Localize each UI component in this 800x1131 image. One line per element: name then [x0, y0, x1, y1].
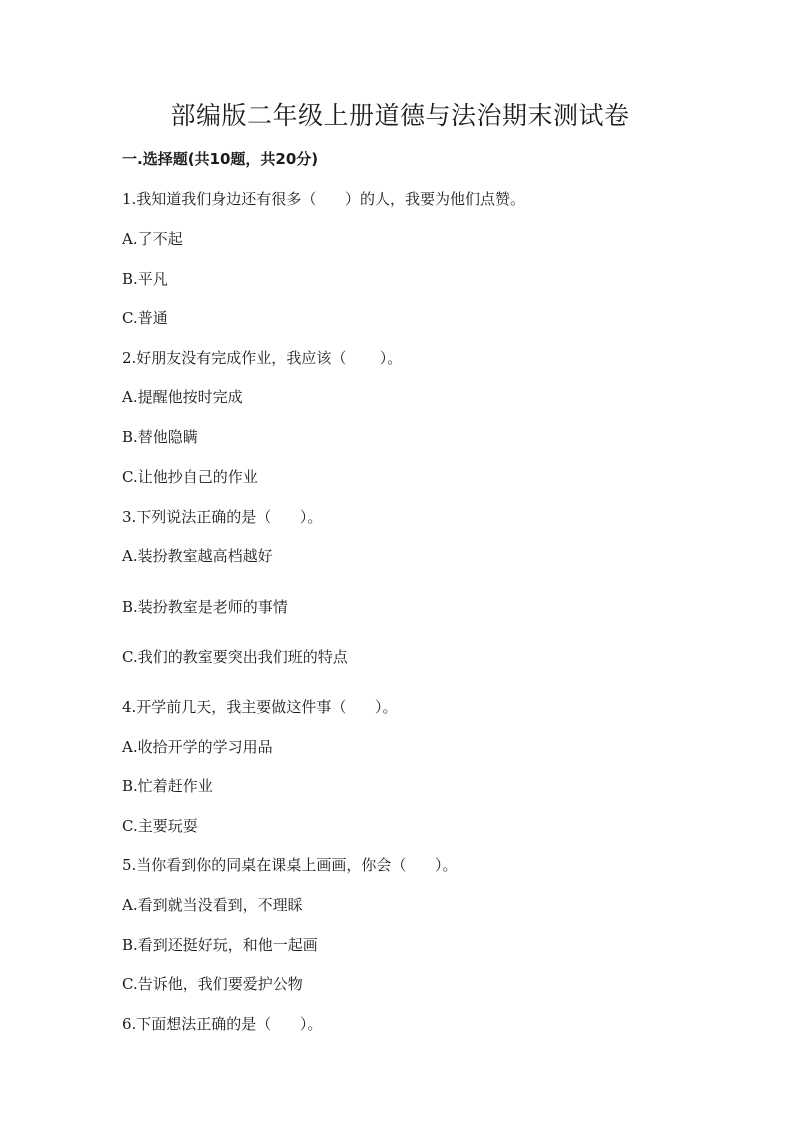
answer-blank: [271, 508, 300, 526]
answer-blank: [346, 349, 379, 367]
question-3-option-a: A.装扮教室越高档越好: [122, 547, 273, 565]
question-1-option-c: C.普通: [122, 309, 168, 327]
answer-blank: [406, 856, 435, 874]
answer-blank: [316, 190, 345, 208]
page-title: 部编版二年级上册道德与法治期末测试卷: [170, 101, 630, 130]
question-3-stem: 3.下列说法正确的是（ ）。: [122, 508, 323, 526]
section-heading: 一.选择题(共10题，共20分): [122, 150, 319, 168]
question-5-option-b: B.看到还挺好玩，和他一起画: [122, 936, 318, 954]
question-5-stem: 5.当你看到你的同桌在课桌上画画，你会（ ）。: [122, 856, 458, 874]
question-4-option-a: A.收拾开学的学习用品: [122, 738, 273, 756]
question-4-option-c: C.主要玩耍: [122, 817, 198, 835]
question-2-option-b: B.替他隐瞒: [122, 428, 198, 446]
question-5-option-a: A.看到就当没看到，不理睬: [122, 896, 303, 914]
question-2-option-a: A.提醒他按时完成: [122, 388, 243, 406]
question-1-stem: 1.我知道我们身边还有很多（ ）的人，我要为他们点赞。: [122, 190, 525, 208]
answer-blank: [271, 1015, 300, 1033]
question-4-option-b: B.忙着赶作业: [122, 777, 213, 795]
question-2-stem: 2.好朋友没有完成作业，我应该（ ）。: [122, 349, 403, 367]
question-3-option-c: C.我们的教室要突出我们班的特点: [122, 648, 348, 666]
question-4-stem: 4.开学前几天，我主要做这件事（ ）。: [122, 698, 398, 716]
question-1-option-b: B.平凡: [122, 270, 168, 288]
answer-blank: [346, 698, 375, 716]
question-6-stem: 6.下面想法正确的是（ ）。: [122, 1015, 323, 1033]
question-3-option-b: B.装扮教室是老师的事情: [122, 598, 288, 616]
question-5-option-c: C.告诉他，我们要爱护公物: [122, 975, 303, 993]
question-2-option-c: C.让他抄自己的作业: [122, 468, 258, 486]
question-1-option-a: A.了不起: [122, 230, 183, 248]
